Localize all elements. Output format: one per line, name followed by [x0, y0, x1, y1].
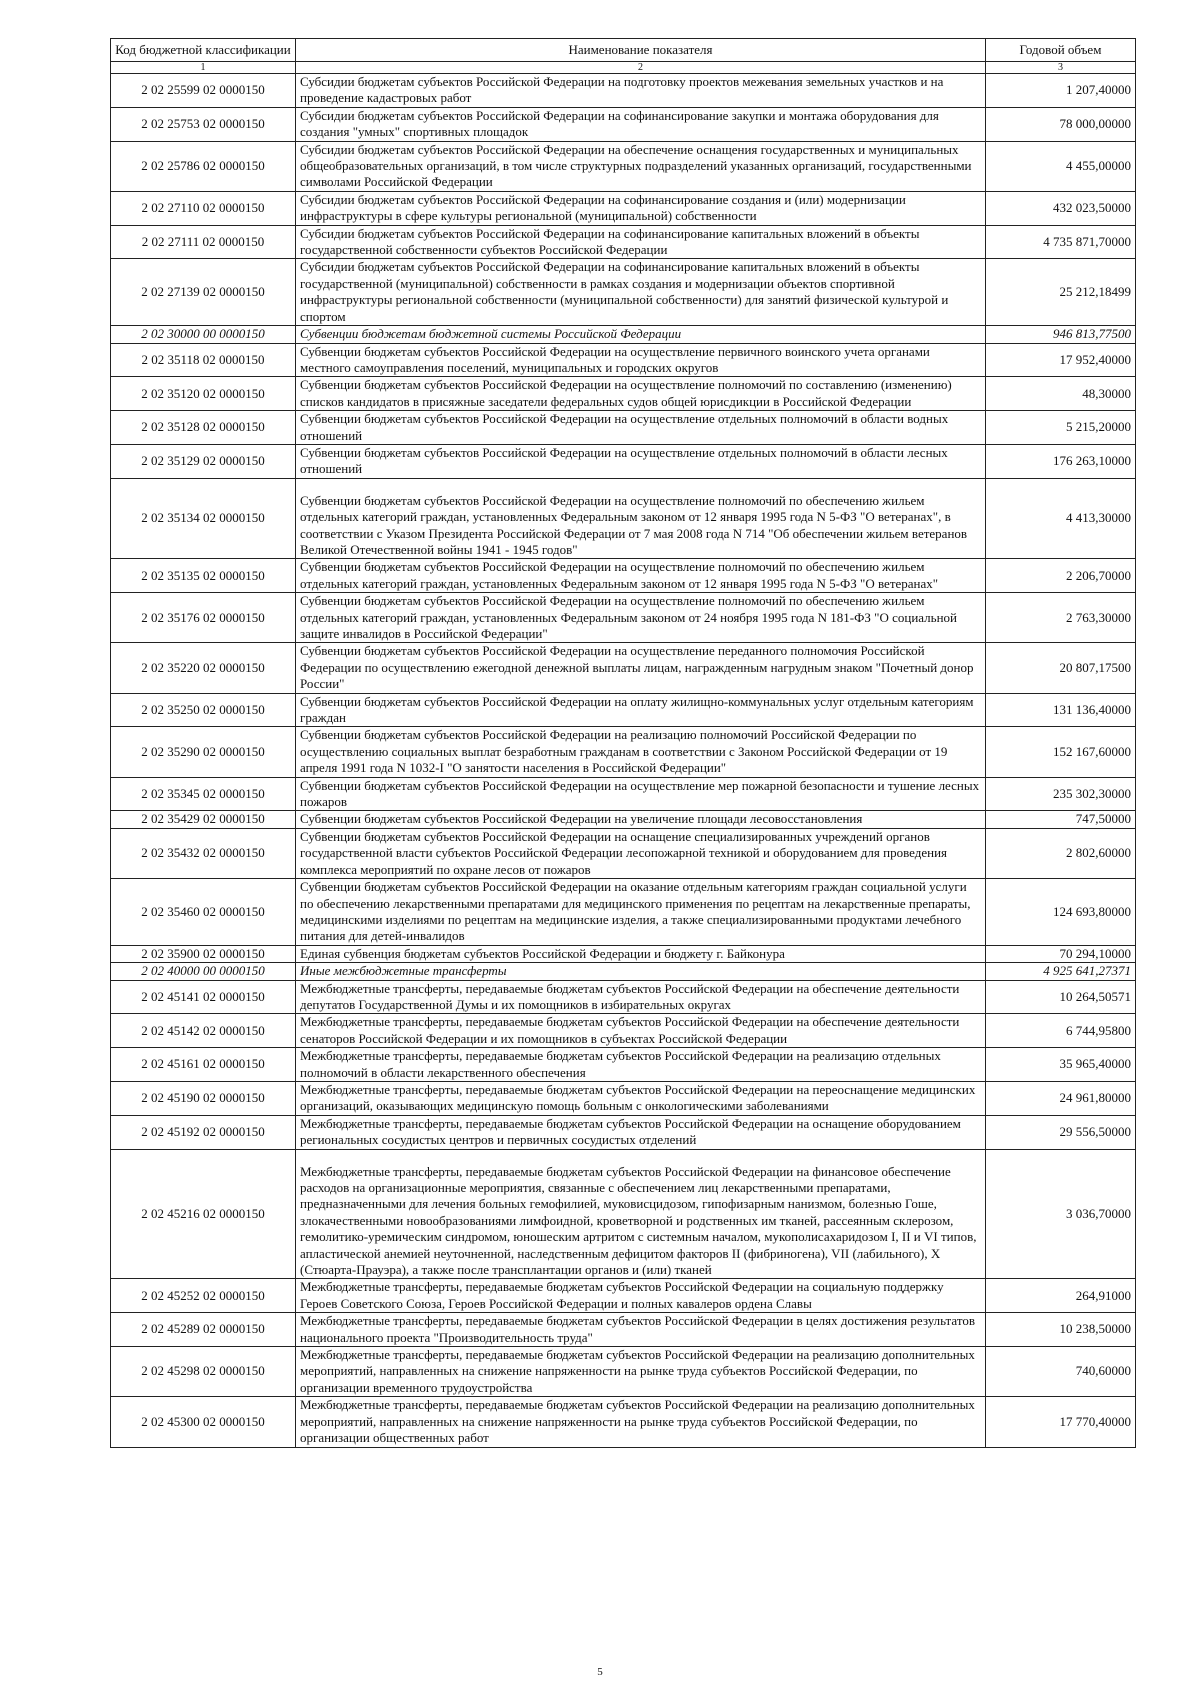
cell-code: 2 02 27111 02 0000150 — [111, 225, 296, 259]
cell-name — [296, 693, 986, 727]
cell-name — [296, 1048, 986, 1082]
table-row — [111, 1048, 1136, 1082]
cell-volume: 176 263,10000 — [986, 444, 1136, 478]
column-number: 3 — [986, 62, 1136, 74]
cell-volume: 946 813,77500 — [986, 326, 1136, 343]
column-number: 2 — [296, 62, 986, 74]
cell-code: 2 02 45190 02 0000150 — [111, 1081, 296, 1115]
cell-name — [296, 377, 986, 411]
table-row — [111, 377, 1136, 411]
table-row — [111, 980, 1136, 1014]
cell-name — [296, 259, 986, 326]
table-row — [111, 225, 1136, 259]
cell-code: 2 02 45216 02 0000150 — [111, 1149, 296, 1279]
cell-name-text: Субвенции бюджетам субъектов Российской Федерации на осуществление отдельных полномочий в области лесных отношений — [300, 444, 948, 477]
table-row — [111, 1397, 1136, 1447]
cell-name-text: Субвенции бюджетам субъектов Российской Федерации на оплату жилищно-коммунальных услуг отдельным категориям граждан — [300, 693, 974, 726]
cell-code: 2 02 25786 02 0000150 — [111, 141, 296, 191]
cell-name — [296, 191, 986, 225]
cell-volume: 10 264,50571 — [986, 980, 1136, 1014]
table-row — [111, 1081, 1136, 1115]
cell-name — [296, 643, 986, 693]
cell-volume: 4 925 641,27371 — [986, 963, 1136, 980]
cell-volume: 152 167,60000 — [986, 727, 1136, 777]
cell-code: 2 02 45289 02 0000150 — [111, 1313, 296, 1347]
cell-volume: 70 294,10000 — [986, 945, 1136, 962]
cell-code: 2 02 35900 02 0000150 — [111, 945, 296, 962]
cell-name — [296, 326, 986, 343]
table-row — [111, 343, 1136, 377]
cell-name — [296, 828, 986, 878]
cell-name-text: Межбюджетные трансферты, передаваемые бюджетам субъектов Российской Федерации на реализацию отдельных полномочий в области лекарственного обеспечения — [300, 1048, 941, 1080]
table-row — [111, 107, 1136, 141]
cell-name — [296, 1397, 986, 1447]
cell-name — [296, 107, 986, 141]
table-row — [111, 559, 1136, 593]
cell-volume: 10 238,50000 — [986, 1313, 1136, 1347]
cell-name — [296, 1279, 986, 1313]
column-number: 1 — [111, 62, 296, 74]
cell-name — [296, 1115, 986, 1149]
cell-name-text: Субвенции бюджетам субъектов Российской Федерации на осуществление переданного полномочия Российской Федерации по осуществлению ежегодной денежной выплаты лицам, награжденным нагрудным знаком "Почетный донор России" — [300, 643, 974, 692]
cell-code: 2 02 30000 00 0000150 — [111, 326, 296, 343]
table-row — [111, 643, 1136, 693]
cell-name — [296, 411, 986, 445]
cell-volume: 29 556,50000 — [986, 1115, 1136, 1149]
cell-volume: 235 302,30000 — [986, 777, 1136, 811]
cell-code: 2 02 40000 00 0000150 — [111, 963, 296, 980]
cell-volume: 25 212,18499 — [986, 259, 1136, 326]
cell-name — [296, 1081, 986, 1115]
table-row — [111, 1347, 1136, 1397]
cell-volume: 2 802,60000 — [986, 828, 1136, 878]
table-row — [111, 478, 1136, 559]
cell-code: 2 02 35460 02 0000150 — [111, 879, 296, 946]
table-row — [111, 259, 1136, 326]
table-row — [111, 444, 1136, 478]
cell-name-text: Межбюджетные трансферты, передаваемые бюджетам субъектов Российской Федерации на оснащение оборудованием региональных сосудистых центров и первичных сосудистых отделений — [300, 1115, 961, 1148]
cell-name — [296, 343, 986, 377]
cell-name-text: Субвенции бюджетам субъектов Российской Федерации на осуществление полномочий по обеспечению жильем отдельных категорий граждан, установленных Федеральным законом от 12 января 1995 года N 5-ФЗ "О ветеранах", в соответствии с Указом Президента Российской Федерации от 7 мая 2008 года N 714 "Об обеспечении жильем ветеранов Великой Отечественной войны 1941 - 1945 годов" — [300, 492, 968, 557]
cell-name-text: Субсидии бюджетам субъектов Российской Федерации на софинансирование капитальных вложений в объекты государственной собственности субъектов Российской Федерации — [300, 225, 920, 258]
table-row — [111, 1279, 1136, 1313]
table-row — [111, 74, 1136, 108]
cell-code: 2 02 45141 02 0000150 — [111, 980, 296, 1014]
cell-volume: 124 693,80000 — [986, 879, 1136, 946]
cell-name-text: Субвенции бюджетам бюджетной системы Российской Федерации — [300, 326, 682, 342]
table-row — [111, 593, 1136, 643]
cell-name-text: Субвенции бюджетам субъектов Российской Федерации на осуществление полномочий по обеспечению жильем отдельных категорий граждан, установленных Федеральным законом от 12 января 1995 года N 5-ФЗ "О ветеранах" — [300, 559, 939, 591]
cell-code: 2 02 35128 02 0000150 — [111, 411, 296, 445]
cell-name-text: Субвенции бюджетам субъектов Российской Федерации на осуществление отдельных полномочий в области водных отношений — [300, 411, 949, 443]
cell-code: 2 02 27110 02 0000150 — [111, 191, 296, 225]
table-row — [111, 141, 1136, 191]
cell-name-text: Субвенции бюджетам субъектов Российской Федерации на оснащение специализированных учреждений органов государственной власти субъектов Российской Федерации лесопожарной техникой и оборудованием для проведения комплекса мероприятий по охране лесов от пожаров — [300, 828, 948, 877]
cell-code: 2 02 45252 02 0000150 — [111, 1279, 296, 1313]
header-code: Код бюджетной классификации — [111, 39, 296, 62]
cell-volume: 4 735 871,70000 — [986, 225, 1136, 259]
table-row — [111, 879, 1136, 946]
cell-name-text: Межбюджетные трансферты, передаваемые бюджетам субъектов Российской Федерации в целях достижения результатов национального проекта "Производительность труда" — [300, 1313, 975, 1345]
cell-volume: 20 807,17500 — [986, 643, 1136, 693]
table-row — [111, 1115, 1136, 1149]
cell-name — [296, 945, 986, 962]
cell-name-text: Межбюджетные трансферты, передаваемые бюджетам субъектов Российской Федерации на обеспечение деятельности депутатов Государственной Думы и их помощников в избирательных округах — [300, 980, 960, 1012]
cell-name — [296, 1313, 986, 1347]
cell-code: 2 02 35176 02 0000150 — [111, 593, 296, 643]
cell-volume: 1 207,40000 — [986, 74, 1136, 108]
cell-code: 2 02 35432 02 0000150 — [111, 828, 296, 878]
cell-volume: 78 000,00000 — [986, 107, 1136, 141]
cell-volume: 3 036,70000 — [986, 1149, 1136, 1279]
cell-name — [296, 879, 986, 946]
table-row — [111, 411, 1136, 445]
cell-code: 2 02 27139 02 0000150 — [111, 259, 296, 326]
cell-name — [296, 74, 986, 108]
cell-name-text: Межбюджетные трансферты, передаваемые бюджетам субъектов Российской Федерации на финансовое обеспечение расходов на организационные мероприятия, связанные с обеспечением лиц лекарственными препаратами, предназначенными для лечения больных гемофилией, муковисцидозом, гипофизарным нанизмом, болезнью Гоше, злокачественными новообразованиями лимфоидной, кроветворной и родственных им тканей, рассеянным склерозом, гемолитико-уремическим синдромом, юношеским артритом с системным началом, мукополисахаридозом I, II и VI типов, апластической анемией неуточненной, наследственным дефицитом факторов II (фибриногена), VII (лабильного), X (Стюарта-Прауэра), а также после трансплантации органов и (или) тканей — [300, 1163, 977, 1278]
table-row — [111, 1313, 1136, 1347]
cell-name-text: Иные межбюджетные трансферты — [300, 963, 507, 979]
header-name: Наименование показателя — [296, 39, 986, 62]
cell-name — [296, 1347, 986, 1397]
cell-code: 2 02 45161 02 0000150 — [111, 1048, 296, 1082]
cell-name — [296, 777, 986, 811]
cell-name-text: Межбюджетные трансферты, передаваемые бюджетам субъектов Российской Федерации на реализацию дополнительных мероприятий, направленных на снижение напряженности на рынке труда субъектов Российской Федерации, по организации общественных работ — [300, 1397, 975, 1446]
cell-code: 2 02 35290 02 0000150 — [111, 727, 296, 777]
cell-name — [296, 963, 986, 980]
cell-volume: 4 455,00000 — [986, 141, 1136, 191]
table-row — [111, 963, 1136, 980]
cell-name — [296, 478, 986, 559]
cell-code: 2 02 25753 02 0000150 — [111, 107, 296, 141]
cell-name — [296, 444, 986, 478]
cell-name — [296, 811, 986, 828]
cell-volume: 747,50000 — [986, 811, 1136, 828]
cell-code: 2 02 35429 02 0000150 — [111, 811, 296, 828]
header-volume: Годовой объем — [986, 39, 1136, 62]
cell-name-text: Межбюджетные трансферты, передаваемые бюджетам субъектов Российской Федерации на обеспечение деятельности сенаторов Российской Федерации и их помощников в субъектах Российской Федерации — [300, 1014, 960, 1046]
cell-code: 2 02 35118 02 0000150 — [111, 343, 296, 377]
budget-table — [110, 38, 1136, 1448]
cell-volume: 17 952,40000 — [986, 343, 1136, 377]
cell-name-text: Субвенции бюджетам субъектов Российской Федерации на осуществление мер пожарной безопасности и тушение лесных пожаров — [300, 777, 980, 810]
cell-name — [296, 1014, 986, 1048]
cell-name — [296, 559, 986, 593]
table-row — [111, 727, 1136, 777]
cell-name — [296, 980, 986, 1014]
cell-name — [296, 141, 986, 191]
cell-name-text: Субвенции бюджетам субъектов Российской Федерации на увеличение площади лесовосстановления — [300, 811, 863, 827]
table-row — [111, 828, 1136, 878]
cell-name-text: Единая субвенция бюджетам субъектов Российской Федерации и бюджету г. Байконура — [300, 945, 785, 961]
cell-volume: 5 215,20000 — [986, 411, 1136, 445]
cell-code: 2 02 35220 02 0000150 — [111, 643, 296, 693]
cell-volume: 264,91000 — [986, 1279, 1136, 1313]
cell-volume: 24 961,80000 — [986, 1081, 1136, 1115]
cell-name-text: Субсидии бюджетам субъектов Российской Федерации на подготовку проектов межевания земельных участков и на проведение кадастровых работ — [300, 74, 944, 106]
cell-volume: 48,30000 — [986, 377, 1136, 411]
cell-name-text: Субсидии бюджетам субъектов Российской Федерации на софинансирование создания и (или) модернизации инфраструктуры в сфере культуры региональной (муниципальной) собственности — [300, 191, 906, 224]
table-row — [111, 1149, 1136, 1279]
table-header — [111, 39, 1136, 74]
cell-code: 2 02 25599 02 0000150 — [111, 74, 296, 108]
table-row — [111, 811, 1136, 828]
cell-volume: 35 965,40000 — [986, 1048, 1136, 1082]
table-row — [111, 693, 1136, 727]
cell-volume: 6 744,95800 — [986, 1014, 1136, 1048]
cell-name-text: Субсидии бюджетам субъектов Российской Федерации на софинансирование закупки и монтажа оборудования для создания "умных" спортивных площадок — [300, 107, 939, 140]
cell-name-text: Субвенции бюджетам субъектов Российской Федерации на оказание отдельным категориям граждан социальной услуги по обеспечению лекарственными препаратами для медицинского применения по рецептам на лекарственные препараты, медицинскими изделиями по рецептам на медицинские изделия, а также специализированными продуктами лечебного питания для детей-инвалидов — [300, 879, 971, 944]
cell-volume: 2 763,30000 — [986, 593, 1136, 643]
cell-volume: 740,60000 — [986, 1347, 1136, 1397]
cell-code: 2 02 35250 02 0000150 — [111, 693, 296, 727]
cell-name-text: Субсидии бюджетам субъектов Российской Федерации на софинансирование капитальных вложений в объекты государственной (муниципальной) собственности в рамках создания и модернизации объектов спортивной инфраструктуры региональной собственности (муниципальной собственности) для занятий физической культурой и спортом — [300, 259, 949, 324]
cell-volume: 131 136,40000 — [986, 693, 1136, 727]
cell-code: 2 02 35134 02 0000150 — [111, 478, 296, 559]
cell-name-text: Субвенции бюджетам субъектов Российской Федерации на осуществление полномочий по обеспечению жильем отдельных категорий граждан, установленных Федеральным законом от 24 ноября 1995 года N 181-ФЗ "О социальной защите инвалидов в Российской Федерации" — [300, 593, 958, 641]
cell-volume: 4 413,30000 — [986, 478, 1136, 559]
table-row — [111, 945, 1136, 962]
cell-name-text: Субсидии бюджетам субъектов Российской Федерации на обеспечение оснащения государственных и муниципальных общеобразовательных организаций, в том числе структурных подразделений указанных организаций, государственными символами Российской Федерации — [300, 141, 972, 190]
table-row — [111, 777, 1136, 811]
cell-name-text: Субвенции бюджетам субъектов Российской Федерации на осуществление первичного воинского учета органами местного самоуправления поселений, муниципальных и городских округов — [300, 343, 930, 375]
cell-volume: 2 206,70000 — [986, 559, 1136, 593]
cell-name-text: Межбюджетные трансферты, передаваемые бюджетам субъектов Российской Федерации на реализацию дополнительных мероприятий, направленных на снижение напряженности на рынке труда субъектов Российской Федерации, по организации временного трудоустройства — [300, 1347, 975, 1395]
cell-code: 2 02 45142 02 0000150 — [111, 1014, 296, 1048]
table-row — [111, 326, 1136, 343]
table-row — [111, 191, 1136, 225]
cell-code: 2 02 45192 02 0000150 — [111, 1115, 296, 1149]
cell-name-text: Субвенции бюджетам субъектов Российской Федерации на реализацию полномочий Российской Федерации по осуществлению социальных выплат безработным гражданам в соответствии с Законом Российской Федерации от 19 апреля 1991 года N 1032-I "О занятости населения в Российской Федерации" — [300, 727, 948, 776]
cell-code: 2 02 35120 02 0000150 — [111, 377, 296, 411]
table-body — [111, 74, 1136, 1448]
cell-name — [296, 593, 986, 643]
cell-name — [296, 727, 986, 777]
cell-code: 2 02 35129 02 0000150 — [111, 444, 296, 478]
cell-name — [296, 225, 986, 259]
cell-volume: 432 023,50000 — [986, 191, 1136, 225]
cell-name-text: Субвенции бюджетам субъектов Российской Федерации на осуществление полномочий по составлению (изменению) списков кандидатов в присяжные заседатели федеральных судов общей юрисдикции в Российской Федерации — [300, 377, 952, 409]
table-row — [111, 1014, 1136, 1048]
page-number: 5 — [597, 1666, 603, 1678]
cell-code: 2 02 45300 02 0000150 — [111, 1397, 296, 1447]
cell-code: 2 02 35345 02 0000150 — [111, 777, 296, 811]
cell-code: 2 02 35135 02 0000150 — [111, 559, 296, 593]
cell-name-text: Межбюджетные трансферты, передаваемые бюджетам субъектов Российской Федерации на переоснащение медицинских организаций, оказывающих медицинскую помощь больным с онкологическими заболеваниями — [300, 1081, 976, 1114]
cell-code: 2 02 45298 02 0000150 — [111, 1347, 296, 1397]
cell-name-text: Межбюджетные трансферты, передаваемые бюджетам субъектов Российской Федерации на социальную поддержку Героев Советского Союза, Героев Российской Федерации и полных кавалеров ордена Славы — [300, 1279, 944, 1311]
cell-volume: 17 770,40000 — [986, 1397, 1136, 1447]
cell-name — [296, 1149, 986, 1279]
